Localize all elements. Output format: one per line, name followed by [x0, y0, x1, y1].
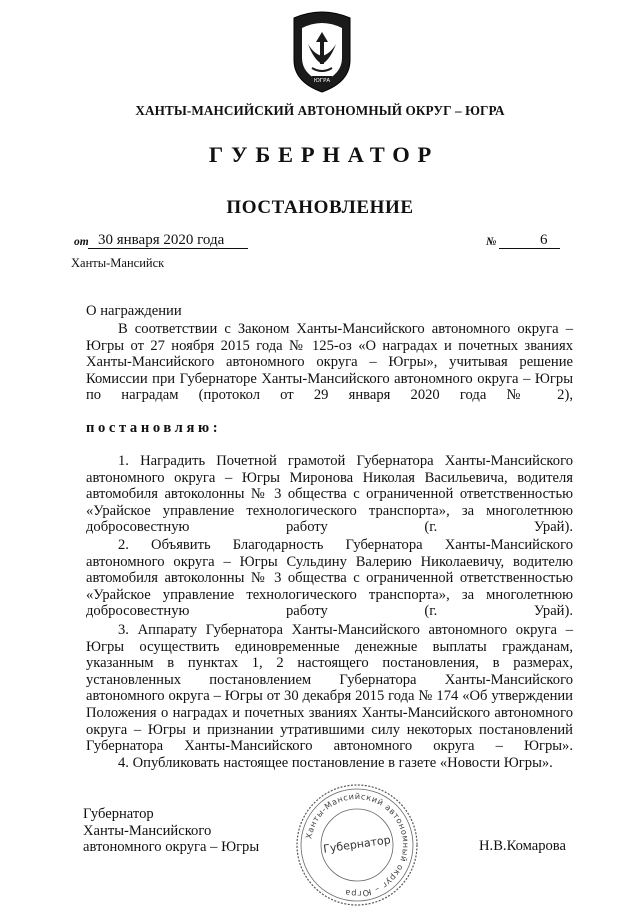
signatory-position-line-1: Губернатор — [83, 806, 154, 822]
document-date: 30 января 2020 года — [98, 232, 225, 248]
number-label: № — [486, 236, 497, 248]
resolve-word: постановляю: — [86, 420, 222, 436]
coat-of-arms-emblem — [288, 8, 356, 94]
item-3: 3. Аппарату Губернатора Ханты-Мансийского автономного округа – Югры осуществить единовременные денежные выплаты гражданам, указанным в пунктах 1, 2 настоящего постановления, в размерах, установленных постановлением Губернатора Ханты-Мансийского автономного округа – Югры от 30 декабря 2015 года № 174 «Об утверждении Положения о наградах и почетных званиях Ханты-Мансийского автономного округа – Югры и признании утратившими силу некоторых постановлений Губернатора Ханты-Мансийского автономного округа – Югры». — [86, 622, 573, 755]
signatory-name: Н.В.Комарова — [479, 838, 566, 854]
signatory-position — [83, 806, 259, 856]
item-1: 1. Наградить Почетной грамотой Губернатора Ханты-Мансийского автономного округа – Югры Миронова Николая Васильевича, водителя автомобиля автоколонны № 3 общества с ограниченной ответственностью «Урайское управление технологического транспорта», за многолетнюю добросовестную работу (г. Урай). — [86, 453, 573, 536]
stamp-center-text: Губернатор — [322, 833, 392, 856]
item-4: 4. Опубликовать настоящее постановление в газете «Новости Югры». — [118, 755, 553, 771]
signatory-position-line-3: автономного округа – Югры — [83, 839, 260, 856]
signatory-position-line-2: Ханты-Мансийского — [83, 822, 212, 839]
preamble-text: В соответствии с Законом Ханты-Мансийского автономного округа – Югры от 27 ноября 2015 года № 125-оз «О наградах и почетных званиях Ханты-Мансийского автономного округа – Югры», учитывая решение Комиссии при Губернаторе Ханты-Мансийского автономного округа – Югры по наградам (протокол от 29 января 2020 года № 2), — [86, 321, 573, 404]
official-stamp — [294, 782, 420, 908]
document-number: 6 — [540, 232, 548, 248]
city-name: Ханты-Мансийск — [71, 256, 165, 270]
authority-title: ГУБЕРНАТОР — [208, 142, 440, 167]
document-type: ПОСТАНОВЛЕНИЕ — [226, 197, 414, 218]
document-subject: О награждении — [86, 303, 182, 319]
date-label: от — [74, 236, 89, 248]
emblem-text: ЮГРА — [313, 78, 331, 84]
region-title: ХАНТЫ-МАНСИЙСКИЙ АВТОНОМНЫЙ ОКРУГ – ЮГРА — [135, 103, 505, 118]
stamp-ring-text: Ханты-Мансийский автономный округ – Югра — [303, 790, 412, 900]
item-2: 2. Объявить Благодарность Губернатора Ханты-Мансийского автономного округа – Югры Сульдину Валерию Николаевичу, водителю автомобиля автоколонны № 3 общества с ограниченной ответственностью «Урайское управление технологического транспорта», за многолетнюю добросовестную работу (г. Урай). — [86, 537, 573, 620]
preamble-paragraph — [86, 321, 573, 404]
number-underline — [499, 248, 560, 249]
